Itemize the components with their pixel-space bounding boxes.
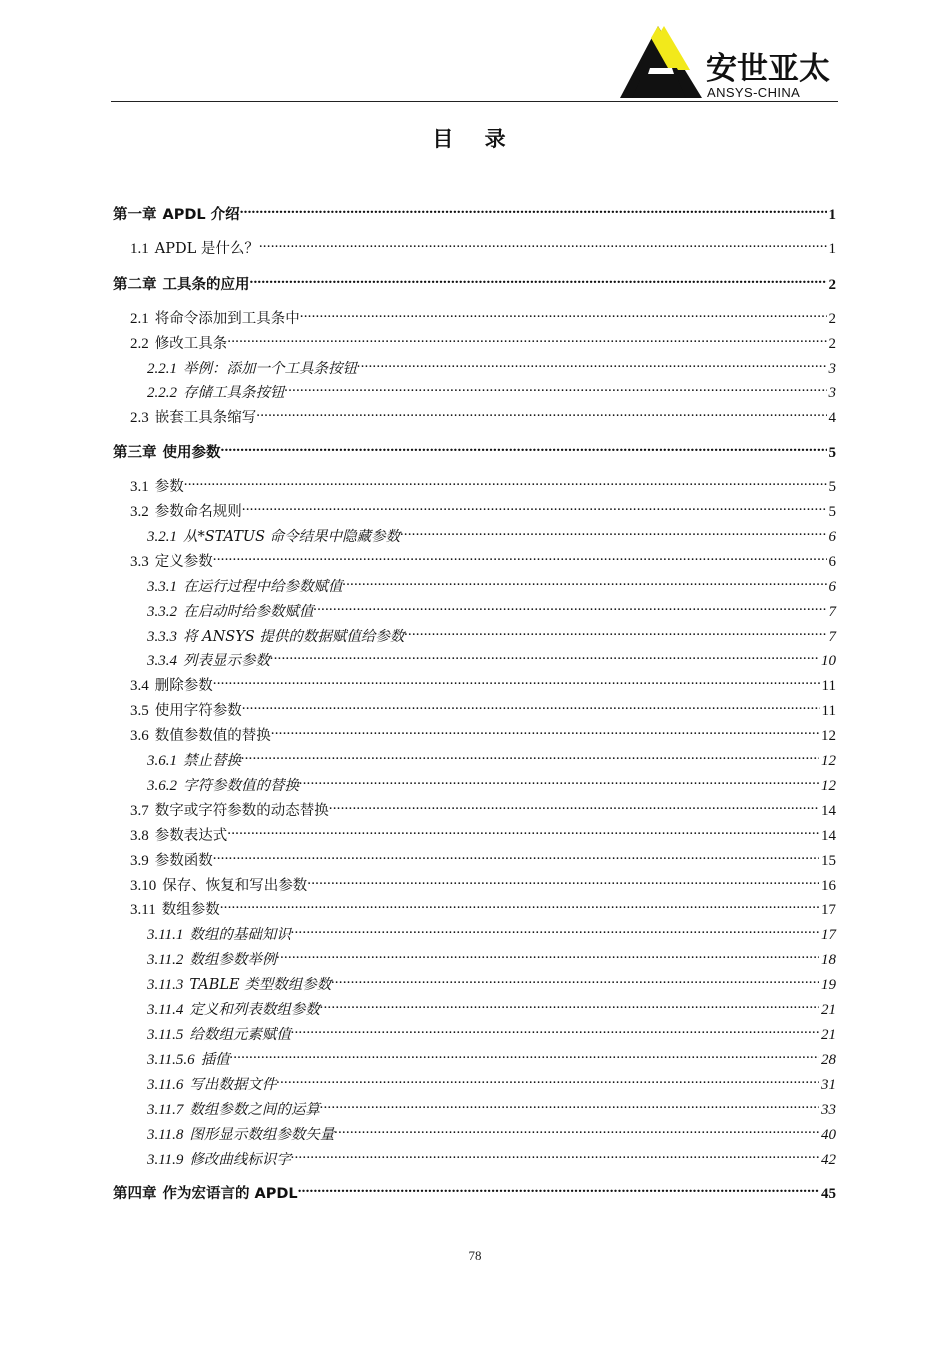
toc-entry-sub[interactable] [147, 571, 836, 595]
toc-leader-dots [213, 845, 819, 865]
toc-entry-number: 第四章 [113, 1186, 157, 1202]
toc-entry-label: 参数命名规则 [154, 504, 242, 520]
toc-leader-dots [334, 1119, 819, 1139]
toc-leader-dots [230, 1044, 819, 1064]
toc-leader-dots [276, 944, 819, 964]
toc-entry-page: 16 [821, 878, 836, 894]
toc-entry-sub[interactable] [147, 596, 836, 620]
toc-entry-page: 2 [828, 277, 836, 293]
toc-entry-label: 参数函数 [154, 853, 213, 869]
toc-entry-number: 3.3.4 [147, 653, 177, 669]
toc-entry-number: 3.11.2 [147, 952, 184, 968]
toc-leader-dots [240, 199, 827, 219]
toc-leader-dots [220, 894, 819, 914]
toc-entry-number: 第三章 [113, 445, 157, 461]
toc-leader-dots [213, 670, 820, 690]
toc-entry-number: 3.7 [130, 803, 149, 819]
toc-leader-dots [241, 745, 819, 765]
toc-entry-section[interactable] [130, 233, 836, 257]
toc-leader-dots [329, 795, 819, 815]
toc-entry-label: 作为宏语言的 APDL [162, 1186, 298, 1202]
toc-entry-label: 数组参数 [161, 902, 220, 918]
toc-entry-number: 3.6.1 [147, 753, 177, 769]
toc-entry-section[interactable] [130, 695, 836, 719]
toc-entry-label: 参数表达式 [154, 828, 228, 844]
toc-entry-page: 21 [821, 1027, 836, 1043]
toc-entry-label: 从*STATUS 命令结果中隐藏参数 [183, 529, 401, 545]
toc-leader-dots [404, 621, 826, 641]
toc-entry-section[interactable] [130, 845, 836, 869]
toc-entry-page: 10 [821, 653, 836, 669]
toc-entry-page: 3 [828, 385, 836, 401]
toc-entry-page: 17 [821, 902, 836, 918]
toc-entry-label: 图形显示数组参数矢量 [189, 1127, 335, 1143]
toc-entry-section[interactable] [130, 820, 836, 844]
toc-entry-label: 数组参数之间的运算 [189, 1102, 320, 1118]
toc-entry-page: 2 [828, 336, 836, 352]
toc-leader-dots [242, 496, 827, 516]
toc-entry-sub[interactable] [147, 1119, 836, 1143]
toc-entry-page: 11 [821, 678, 836, 694]
toc-entry-page: 5 [828, 479, 836, 495]
toc-entry-sub[interactable] [147, 944, 836, 968]
toc-entry-page: 42 [821, 1152, 836, 1168]
toc-entry-page: 5 [828, 504, 836, 520]
toc-entry-label: 列表显示参数 [183, 653, 270, 669]
toc-entry-section[interactable] [130, 402, 836, 426]
toc-entry-label: APDL 介绍 [162, 207, 240, 223]
toc-leader-dots [184, 471, 827, 491]
toc-entry-page: 21 [821, 1002, 836, 1018]
toc-entry-sub[interactable] [147, 994, 836, 1018]
toc-entry-number: 3.11.4 [147, 1002, 184, 1018]
toc-entry-page: 40 [821, 1127, 836, 1143]
toc-entry-page: 6 [828, 579, 836, 595]
toc-entry-page: 28 [821, 1052, 836, 1068]
toc-entry-page: 14 [821, 803, 836, 819]
toc-entry-sub[interactable] [147, 621, 836, 645]
toc-entry-label: 数字或字符参数的动态替换 [154, 803, 329, 819]
toc-leader-dots [320, 1094, 819, 1114]
toc-leader-dots [285, 377, 827, 397]
toc-entry-number: 3.11.6 [147, 1077, 184, 1093]
toc-entry-page: 33 [821, 1102, 836, 1118]
toc-entry-chapter[interactable] [113, 437, 836, 461]
toc-entry-number: 3.11 [130, 902, 156, 918]
toc-entry-page: 3 [828, 361, 836, 377]
toc-leader-dots [221, 437, 827, 457]
toc-entry-label: 举例：添加一个工具条按钮 [183, 361, 357, 377]
toc-leader-dots [259, 233, 827, 253]
toc-entry-number: 2.2.1 [147, 361, 177, 377]
toc-entry-number: 第二章 [113, 277, 157, 293]
toc-entry-label: 禁止替换 [183, 753, 241, 769]
toc-entry-label: 存储工具条按钮 [183, 385, 285, 401]
toc-entry-page: 14 [821, 828, 836, 844]
toc-leader-dots [291, 1144, 819, 1164]
toc-entry-label: 修改工具条 [154, 336, 228, 352]
toc-entry-section[interactable] [130, 720, 836, 744]
toc-leader-dots [299, 770, 819, 790]
toc-entry-page: 12 [821, 778, 836, 794]
toc-entry-number: 3.1 [130, 479, 149, 495]
toc-entry-number: 3.9 [130, 853, 149, 869]
toc-entry-page: 5 [828, 445, 836, 461]
logo-english-name: ANSYS-CHINA [707, 85, 801, 100]
toc-entry-section[interactable] [130, 496, 836, 520]
toc-entry-sub[interactable] [147, 969, 836, 993]
toc-entry-number: 3.10 [130, 878, 157, 894]
toc-leader-dots [227, 820, 819, 840]
toc-entry-sub[interactable] [147, 645, 836, 669]
toc-entry-page: 7 [828, 629, 836, 645]
toc-entry-page: 12 [821, 753, 836, 769]
toc-entry-number: 3.3 [130, 554, 149, 570]
toc-leader-dots [307, 870, 819, 890]
toc-entry-label: 写出数据文件 [189, 1077, 277, 1093]
toc-entry-page: 12 [821, 728, 836, 744]
toc-entry-page: 45 [821, 1186, 836, 1202]
toc-entry-sub[interactable] [147, 919, 836, 943]
toc-leader-dots [298, 1178, 819, 1198]
toc-entry-label: 使用参数 [162, 445, 221, 461]
toc-entry-section[interactable] [130, 303, 836, 327]
toc-entry-label: 数组的基础知识 [189, 927, 291, 943]
toc-entry-page: 19 [821, 977, 836, 993]
toc-entry-label: 将 ANSYS 提供的数据赋值给参数 [183, 629, 405, 645]
toc-entry-label: 数组参数举例 [189, 952, 277, 968]
toc-entry-label: 保存、恢复和写出参数 [162, 878, 308, 894]
toc-entry-section[interactable] [130, 471, 836, 495]
toc-entry-number: 2.3 [130, 410, 149, 426]
toc-leader-dots [242, 695, 820, 715]
toc-leader-dots [213, 546, 827, 566]
toc-entry-sub[interactable] [147, 1144, 836, 1168]
toc-entry-page: 18 [821, 952, 836, 968]
toc-entry-label: 定义参数 [154, 554, 213, 570]
toc-entry-section[interactable] [130, 328, 836, 352]
toc-entry-sub[interactable] [147, 1019, 836, 1043]
toc-entry-page: 7 [828, 604, 836, 620]
toc-entry-number: 3.2 [130, 504, 149, 520]
toc-entry-page: 6 [828, 529, 836, 545]
toc-entry-chapter[interactable] [113, 269, 836, 293]
toc-entry-label: 将命令添加到工具条中 [154, 311, 300, 327]
toc-entry-sub[interactable] [147, 377, 836, 401]
toc-leader-dots [400, 521, 826, 541]
toc-entry-number: 3.2.1 [147, 529, 177, 545]
toc-leader-dots [291, 1019, 819, 1039]
toc-entry-number: 3.4 [130, 678, 149, 694]
toc-entry-number: 3.3.1 [147, 579, 177, 595]
toc-entry-number: 3.11.8 [147, 1127, 184, 1143]
toc-entry-number: 3.11.5 [147, 1027, 184, 1043]
toc-entry-chapter[interactable] [113, 199, 836, 223]
toc-leader-dots [314, 596, 827, 616]
logo-chinese-name: 安世亚太 [706, 51, 830, 87]
toc-entry-section[interactable] [130, 870, 836, 894]
toc-entry-number: 3.3.3 [147, 629, 177, 645]
toc-leader-dots [276, 1069, 819, 1089]
toc-entry-sub[interactable] [147, 353, 836, 377]
toc-leader-dots [291, 919, 819, 939]
toc-entry-number: 3.11.3 [147, 977, 184, 993]
toc-entry-section[interactable] [130, 546, 836, 570]
toc-entry-page: 11 [821, 703, 836, 719]
toc-entry-sub[interactable] [147, 1044, 836, 1068]
toc-entry-label: 删除参数 [154, 678, 213, 694]
toc-entry-page: 17 [821, 927, 836, 943]
toc-entry-page: 2 [828, 311, 836, 327]
toc-entry-label: 工具条的应用 [162, 277, 250, 293]
toc-entry-number: 第一章 [113, 207, 157, 223]
toc-entry-number: 3.6.2 [147, 778, 177, 794]
toc-entry-number: 3.11.1 [147, 927, 184, 943]
toc-leader-dots [357, 353, 827, 373]
toc-entry-sub[interactable] [147, 770, 836, 794]
toc-entry-label: APDL 是什么？ [154, 241, 259, 257]
toc-entry-number: 3.6 [130, 728, 149, 744]
toc-entry-section[interactable] [130, 670, 836, 694]
toc-leader-dots [300, 303, 827, 323]
page-title: 目 录 [432, 127, 518, 151]
toc-entry-number: 3.5 [130, 703, 149, 719]
toc-entry-section[interactable] [130, 894, 836, 918]
toc-leader-dots [227, 328, 826, 348]
toc-entry-page: 6 [828, 554, 836, 570]
toc-leader-dots [270, 645, 819, 665]
toc-entry-number: 3.11.5.6 [147, 1052, 195, 1068]
toc-entry-number: 3.8 [130, 828, 149, 844]
toc-entry-label: 在运行过程中给参数赋值 [183, 579, 343, 595]
toc-entry-page: 1 [828, 241, 836, 257]
toc-entry-sub[interactable] [147, 1069, 836, 1093]
toc-entry-label: 字符参数值的替换 [183, 778, 299, 794]
toc-entry-number: 2.2 [130, 336, 149, 352]
toc-entry-sub[interactable] [147, 521, 836, 545]
toc-leader-dots [271, 720, 819, 740]
toc-entry-number: 3.11.7 [147, 1102, 184, 1118]
toc-entry-label: 定义和列表数组参数 [189, 1002, 320, 1018]
toc-entry-label: 在启动时给参数赋值 [183, 604, 314, 620]
toc-entry-page: 31 [821, 1077, 836, 1093]
toc-entry-label: 插值 [200, 1052, 230, 1068]
toc-leader-dots [320, 994, 819, 1014]
toc-entry-label: 嵌套工具条缩写 [154, 410, 257, 426]
toc-leader-dots [343, 571, 827, 591]
toc-entry-number: 3.3.2 [147, 604, 177, 620]
toc-entry-number: 3.11.9 [147, 1152, 184, 1168]
toc-entry-page: 1 [828, 207, 836, 223]
toc-entry-label: 使用字符参数 [154, 703, 242, 719]
toc-entry-label: 参数 [154, 479, 184, 495]
toc-entry-page: 4 [828, 410, 836, 426]
toc-entry-sub[interactable] [147, 745, 836, 769]
toc-leader-dots [256, 402, 826, 422]
page-number: 78 [468, 1248, 482, 1263]
toc-entry-label: 修改曲线标识字 [189, 1152, 291, 1168]
toc-entry-section[interactable] [130, 795, 836, 819]
toc-entry-sub[interactable] [147, 1094, 836, 1118]
toc-leader-dots [250, 269, 827, 289]
toc-leader-dots [331, 969, 819, 989]
toc-entry-number: 2.1 [130, 311, 149, 327]
toc-entry-number: 1.1 [130, 241, 149, 257]
toc-entry-number: 2.2.2 [147, 385, 177, 401]
toc-entry-label: TABLE 类型数组参数 [189, 977, 332, 993]
toc-entry-label: 数值参数值的替换 [154, 728, 271, 744]
toc-entry-chapter[interactable] [113, 1178, 836, 1202]
toc-entry-label: 给数组元素赋值 [189, 1027, 291, 1043]
toc-entry-page: 15 [821, 853, 836, 869]
